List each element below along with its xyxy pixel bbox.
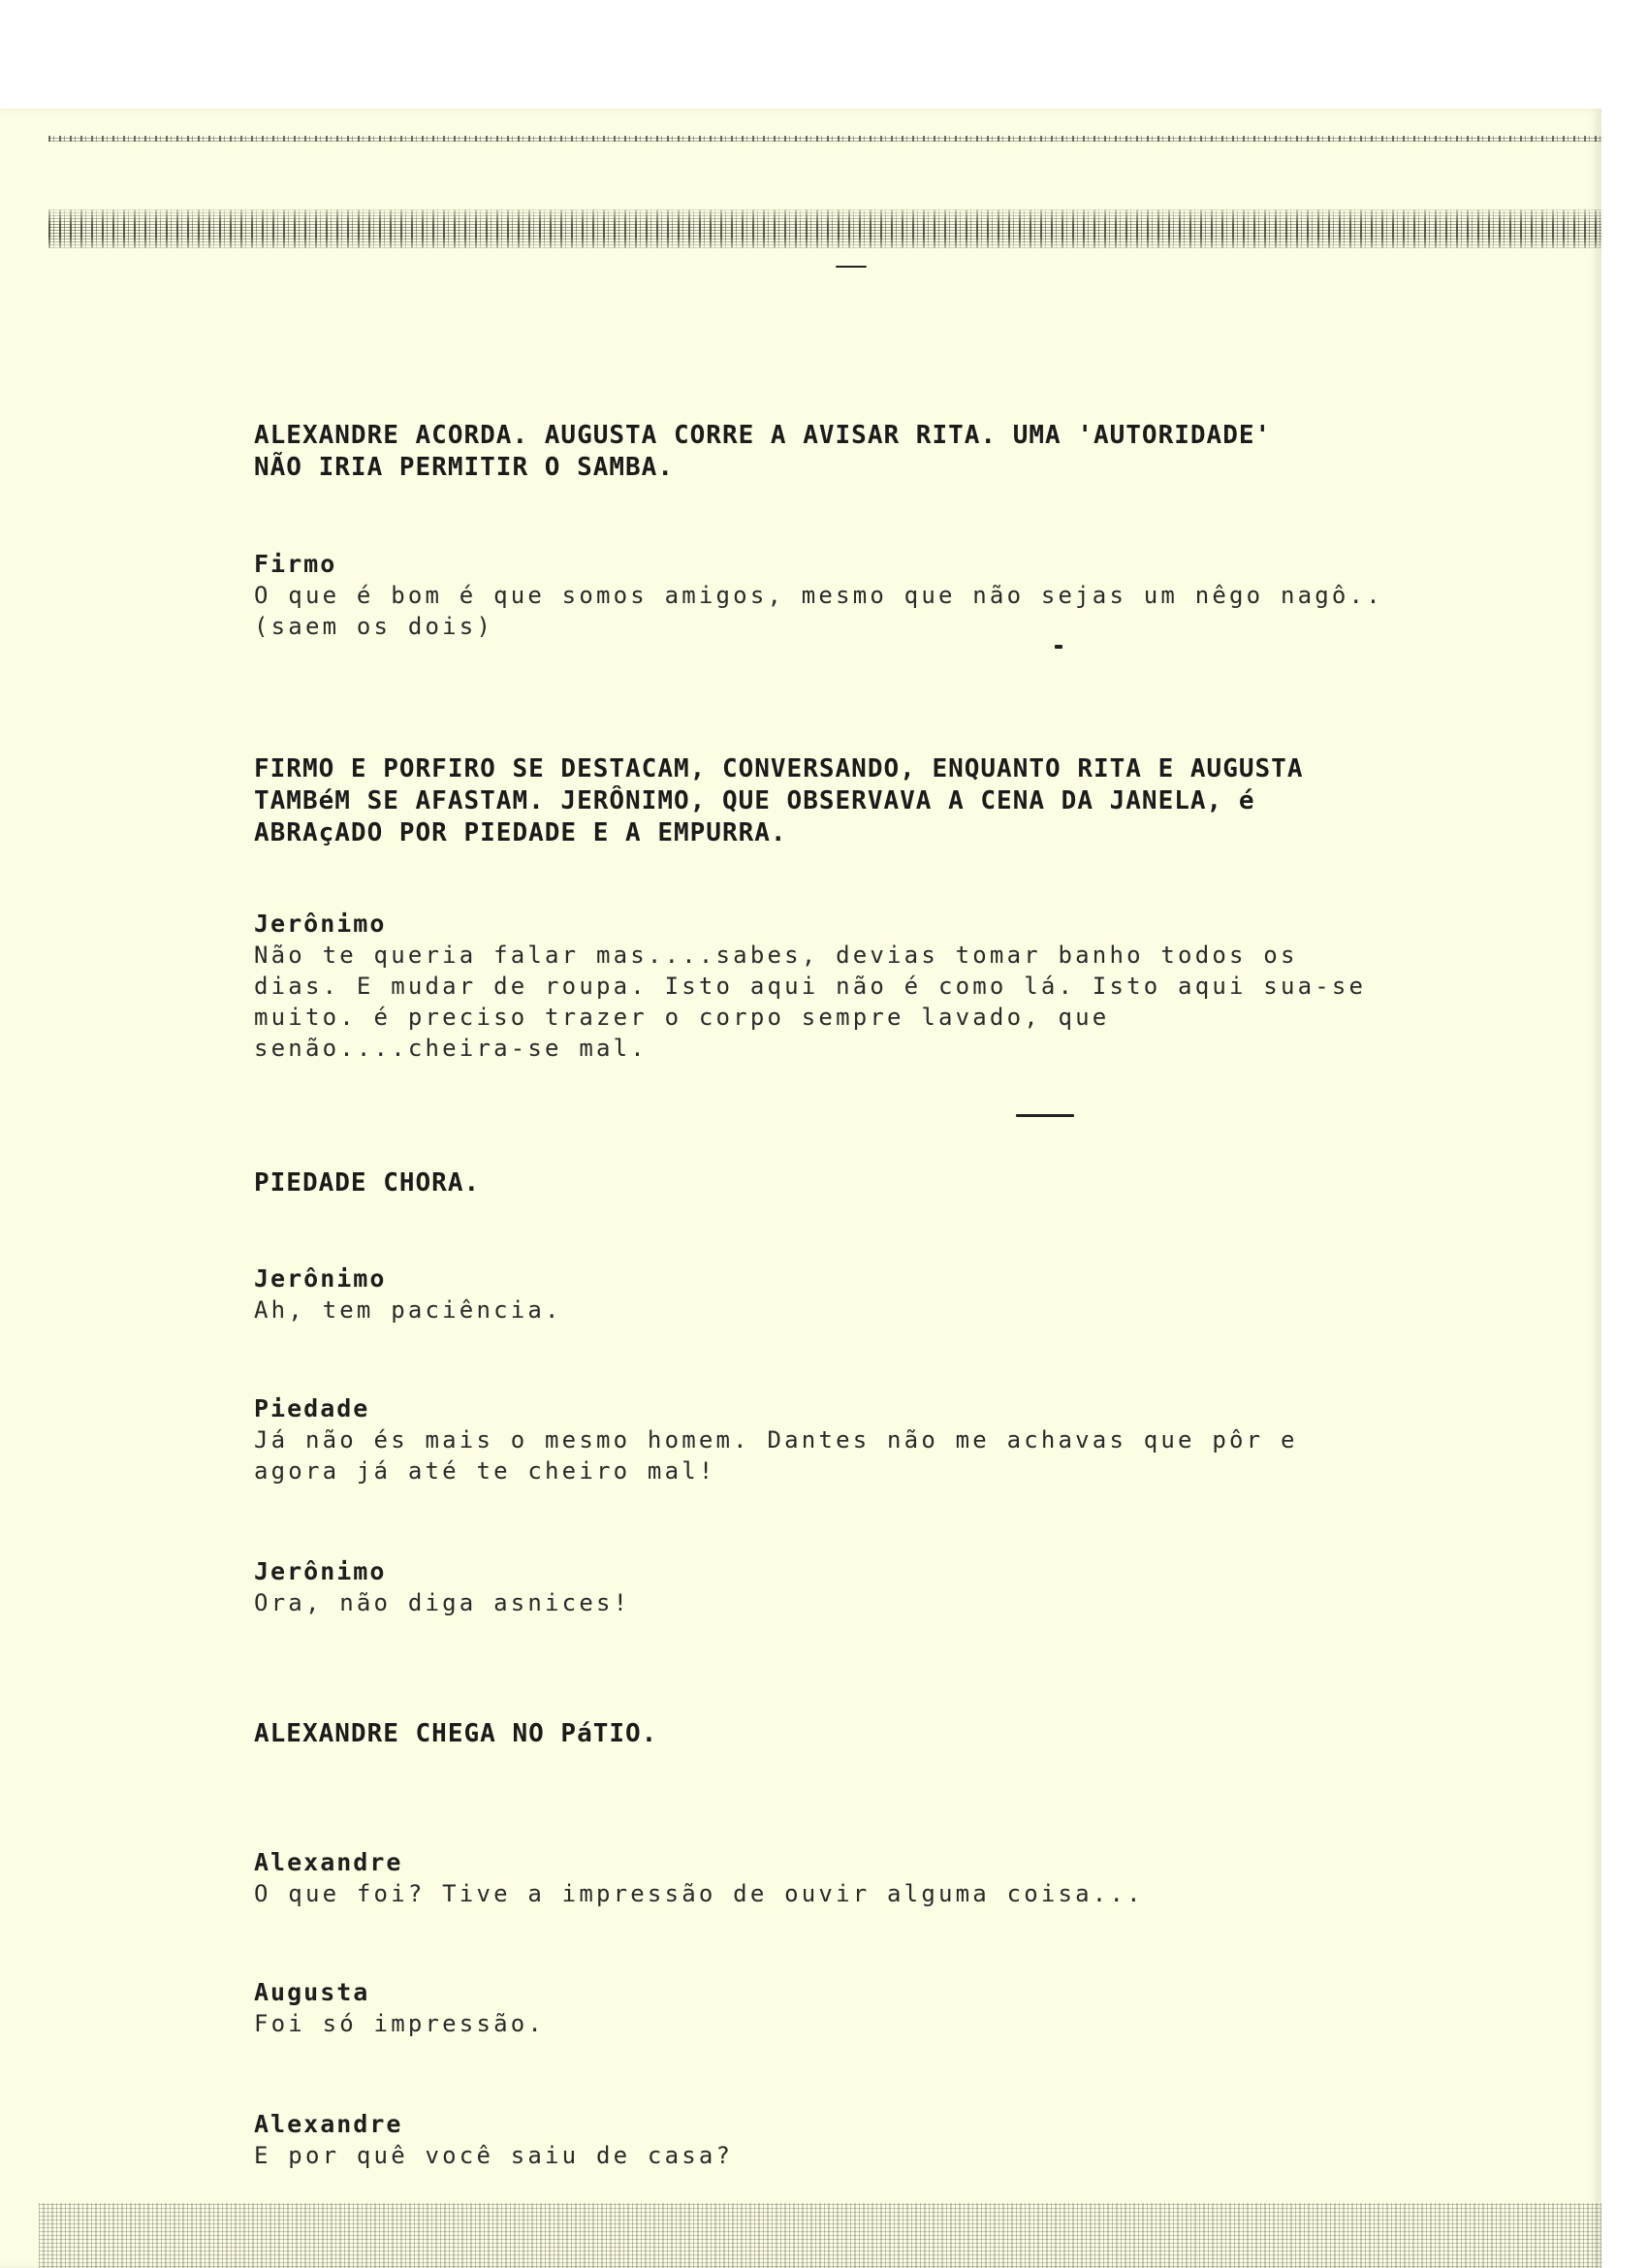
dialogue-line: (saem os dois): [254, 613, 494, 640]
speaker-name: Piedade: [254, 1394, 370, 1422]
direction-line: TAMBéM SE AFASTAM. JERÔNIMO, QUE OBSERVAVA A CENA DA JANELA, é: [254, 786, 1255, 815]
dialogue-line: O que é bom é que somos amigos, mesmo que não sejas um nêgo nagô..: [254, 582, 1383, 609]
speaker-name: Jerônimo: [254, 1557, 387, 1585]
dialogue-line: agora já até te cheiro mal!: [254, 1457, 716, 1485]
dialogue-line: E por quê você saiu de casa?: [254, 2142, 734, 2169]
speaker-name: Jerônimo: [254, 1264, 387, 1293]
dialogue-block: [254, 1846, 1524, 1909]
speaker-name: Alexandre: [254, 1848, 403, 1876]
scan-noise-top-band: [48, 209, 1601, 248]
stage-direction: [254, 1718, 1524, 1750]
speaker-name: Augusta: [254, 1978, 370, 2006]
stage-direction: [254, 1167, 1524, 1199]
dialogue-block: [254, 908, 1524, 1064]
speaker-name: Firmo: [254, 550, 337, 578]
dialogue-block: [254, 1392, 1524, 1486]
dialogue-block: [254, 1555, 1524, 1618]
speaker-name: Jerônimo: [254, 910, 387, 938]
dialogue-block: [254, 1976, 1524, 2039]
dialogue-line: Foi só impressão.: [254, 2010, 546, 2037]
ink-mark: [1016, 1114, 1074, 1117]
direction-line: ALEXANDRE CHEGA NO PáTIO.: [254, 1719, 658, 1748]
dialogue-line: Ah, tem paciência.: [254, 1296, 562, 1324]
ink-mark: [836, 266, 867, 268]
dialogue-line: muito. é preciso trazer o corpo sempre lavado, que: [254, 1004, 1110, 1031]
dialogue-line: senão....cheira-se mal.: [254, 1035, 648, 1062]
direction-line: [254, 420, 1524, 452]
direction-line: FIRMO E PORFIRO SE DESTACAM, CONVERSANDO, ENQUANTO RITA E AUGUSTA: [254, 754, 1304, 783]
dialogue-line: Não te queria falar mas....sabes, devias tomar banho todos os: [254, 942, 1298, 969]
direction-line: NÃO IRIA PERMITIR O SAMBA.: [254, 453, 674, 482]
direction-line: ABRAçADO POR PIEDADE E A EMPURRA.: [254, 818, 787, 847]
speaker-name: Alexandre: [254, 2110, 403, 2138]
scan-noise-top-thin: [48, 136, 1601, 142]
dialogue-line: Já não és mais o mesmo homem. Dantes não me achavas que pôr e: [254, 1426, 1298, 1453]
line-text: ALEXANDRE ACORDA. AUGUSTA CORRE A AVISAR RITA. UMA 'AUTORIDADE': [254, 421, 1272, 450]
dialogue-block: [254, 2108, 1524, 2171]
scan-noise-bottom: [39, 2203, 1601, 2268]
ink-mark: [1055, 645, 1062, 649]
direction-line: PIEDADE CHORA.: [254, 1168, 481, 1198]
stage-direction: [254, 420, 1524, 484]
stage-direction: [254, 753, 1524, 849]
dialogue-line: Ora, não diga asnices!: [254, 1589, 631, 1616]
dialogue-line: O que foi? Tive a impressão de ouvir alguma coisa...: [254, 1880, 1144, 1907]
dialogue-line: dias. E mudar de roupa. Isto aqui não é como lá. Isto aqui sua-se: [254, 973, 1367, 1000]
dialogue-block: [254, 1262, 1524, 1326]
dialogue-block: [254, 548, 1524, 642]
